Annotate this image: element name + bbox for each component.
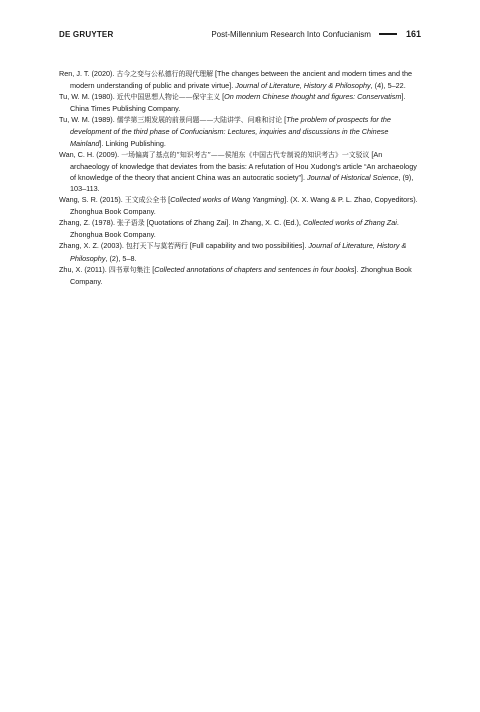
ref-journal: Journal of Literature, History & Philosophy	[70, 241, 407, 263]
ref-title-chinese: 四书章句集注	[108, 265, 151, 274]
ref-publisher: ]. China Times Publishing Company.	[70, 92, 406, 114]
ref-author: Tu, W. M. (1989).	[59, 115, 117, 125]
reference-entry	[59, 114, 421, 148]
reference-entry	[59, 68, 421, 91]
publisher-logo: DE GRUYTER	[59, 29, 114, 39]
ref-author: Zhang, X. Z. (2003).	[59, 241, 126, 251]
ref-bracket-open: [	[150, 264, 155, 274]
ref-author: Wang, S. R. (2015).	[59, 195, 125, 205]
ref-publisher: ]. (X. X. Wang & P. L. Zhao, Copyeditors). Zhonghua Book Company.	[70, 195, 418, 217]
reference-entry	[59, 194, 421, 217]
ref-author: Zhu, X. (2011).	[59, 264, 109, 274]
ref-details: , (4), 5–22.	[370, 81, 406, 91]
ref-title-english: The problem of prospects for the development of the third phase of Confucianism: Lectures, inquiries and discussions in the Chinese Mainland	[70, 115, 391, 148]
ref-title-chinese: 近代中国思想人物论——保守主义	[116, 93, 221, 102]
ref-author: Tu, W. M. (1980).	[59, 92, 117, 102]
ref-author: Ren, J. T. (2020).	[59, 69, 117, 78]
page-number: 161	[405, 29, 421, 39]
ref-title-chinese: 古今之变与公私德行的现代理解	[116, 70, 213, 78]
ref-author: Zhang, Z. (1978).	[59, 218, 118, 228]
ref-bracket-open: [	[220, 92, 225, 102]
ref-title-english: [The changes between the ancient and modern times and the modern understanding of public and private virtue].	[70, 69, 413, 91]
reference-list	[59, 68, 421, 287]
ref-journal: Journal of Literature, History & Philosophy	[235, 81, 371, 91]
page-header	[59, 27, 421, 41]
ref-author: Wan, C. H. (2009).	[59, 149, 122, 159]
header-rule	[379, 33, 397, 35]
running-title: Post-Millennium Research Into Confucianism	[211, 29, 371, 39]
header-right	[211, 29, 421, 39]
ref-title-english: [Full capability and two possibilities].	[187, 241, 309, 251]
ref-details: , (9), 103–113.	[70, 172, 414, 193]
ref-title-chinese: 包打天下与莫若两行	[125, 242, 188, 251]
ref-details: . Zhonghua Book Company.	[70, 218, 399, 240]
ref-book-title: Collected works of Zhang Zai	[302, 218, 397, 228]
ref-title-english: [An archaeology of knowledge that deviates from the basis: A refutation of Hou Xudong’s article “An archaeology of knowledge of the theory that ancient China was an autocratic society”].	[70, 149, 417, 182]
ref-title-chinese: 张子语录	[117, 219, 145, 228]
reference-entry	[59, 264, 421, 287]
ref-bracket-open: [	[282, 115, 287, 125]
ref-title-chinese: 儒学第三期发展的前景问题——大陆讲学、问难和讨论	[116, 116, 283, 125]
ref-journal: Journal of Historical Science	[306, 172, 399, 182]
ref-title-english: On modern Chinese thought and figures: Conservatism	[224, 92, 402, 102]
reference-entry	[59, 91, 421, 114]
reference-entry	[59, 149, 421, 194]
ref-publisher: ]. Linking Publishing.	[99, 138, 166, 148]
ref-title-chinese: 一场偏离了基点的“知识考古”——侯旭东《中国古代专制说的知识考古》一文驳议	[121, 150, 370, 159]
reference-entry	[59, 240, 421, 263]
ref-title-english: Collected works of Wang Yangming	[170, 195, 285, 205]
ref-bracket-open: [	[166, 195, 171, 205]
reference-entry	[59, 217, 421, 240]
ref-title-english: [Quotations of Zhang Zai]. In Zhang, X. C. (Ed.),	[144, 218, 303, 228]
ref-publisher: ]. Zhonghua Book Company.	[70, 264, 412, 286]
ref-title-chinese: 王文成公全书	[124, 196, 167, 205]
ref-title-english: Collected annotations of chapters and sentences in four books	[154, 264, 355, 274]
ref-details: , (2), 5–8.	[105, 253, 137, 263]
